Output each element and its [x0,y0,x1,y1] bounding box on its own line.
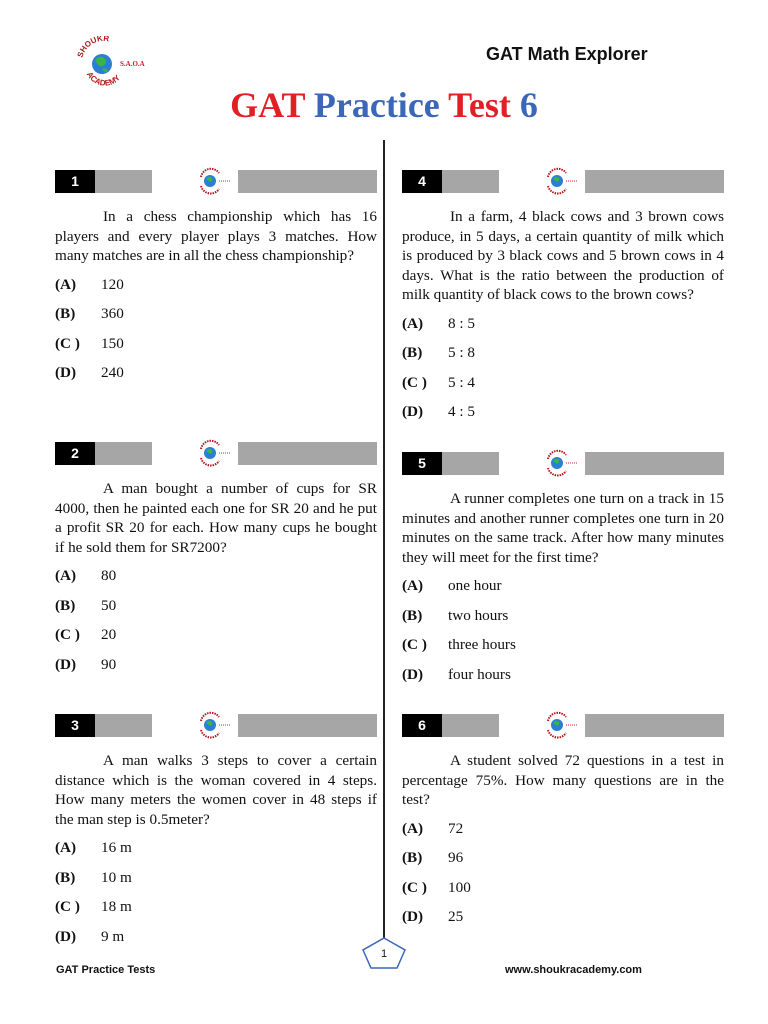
question-text: A runner completes one turn on a track in 15 minutes and another runner completes one turn in 20 minutes on the same track. After how many minutes they will meet for the first time? [402,490,724,566]
title-part-2: Practice [313,85,440,125]
option-value: 18 m [101,898,132,916]
option-letter: (D) [55,655,77,673]
answer-option[interactable] [402,607,724,637]
option-value: 9 m [101,927,125,945]
option-letter: (C ) [402,636,427,654]
answer-option[interactable] [402,344,724,374]
option-value: 100 [448,878,471,896]
question-block [402,714,724,938]
academy-logo-small [195,711,235,739]
options-list [55,839,377,957]
option-letter: (C ) [402,878,427,896]
answer-option[interactable] [55,869,377,899]
answer-option[interactable] [402,636,724,666]
options-list [402,577,724,695]
option-letter: (D) [402,665,424,683]
answer-option[interactable] [55,656,377,686]
option-value: 80 [101,567,117,585]
title-part-4: 6 [519,85,538,125]
question-number: 4 [402,170,442,193]
answer-option[interactable] [55,597,377,627]
academy-logo-small [542,167,582,195]
question-block [55,170,377,394]
answer-option[interactable] [55,928,377,958]
option-letter: (C ) [55,626,80,644]
option-value: two hours [448,606,509,624]
question-header-bar [402,714,724,737]
question-block [402,452,724,695]
option-letter: (A) [402,577,424,595]
answer-option[interactable] [402,849,724,879]
footer-url: www.shoukracademy.com [505,964,642,976]
answer-option[interactable] [402,403,724,433]
academy-logo-small [195,167,235,195]
question-number: 3 [55,714,95,737]
option-letter: (D) [402,908,424,926]
option-letter: (C ) [55,898,80,916]
option-value: 150 [101,334,124,352]
question-block [402,170,724,433]
options-list [55,276,377,394]
question-text: In a chess championship which has 16 players and every player plays 3 matches. How many matches are in all the chess championship? [55,208,377,265]
answer-option[interactable] [55,335,377,365]
answer-option[interactable] [402,374,724,404]
option-value: 10 m [101,868,132,886]
options-list [402,315,724,433]
question-header-bar [402,170,724,193]
option-value: 8 : 5 [448,314,476,332]
option-letter: (C ) [55,334,80,352]
answer-option[interactable] [55,626,377,656]
answer-option[interactable] [55,276,377,306]
option-value: 5 : 4 [448,373,476,391]
option-letter: (C ) [402,373,427,391]
option-letter: (B) [55,305,76,323]
option-value: 120 [101,275,124,293]
option-value: 16 m [101,839,132,857]
answer-option[interactable] [402,820,724,850]
title-part-1: GAT [230,85,305,125]
option-value: 96 [448,849,464,867]
option-value: one hour [448,577,502,595]
question-header-bar [55,442,377,465]
option-letter: (B) [55,596,76,614]
option-letter: (A) [402,819,424,837]
academy-logo-small [542,449,582,477]
header-brand: GAT Math Explorer [486,44,648,64]
svg-text:S.A.O.A: S.A.O.A [120,60,145,68]
page-title [0,84,768,126]
option-value: 20 [101,626,117,644]
question-header-bar [55,170,377,193]
option-letter: (B) [55,868,76,886]
question-text: A man bought a number of cups for SR 4000, then he painted each one for SR 20 and he put a profit SR 20 for each. How many cups he bought if he sold them for SR7200? [55,480,377,556]
answer-option[interactable] [402,315,724,345]
option-letter: (D) [402,403,424,421]
svg-text:ACADEMY: ACADEMY [84,70,122,88]
options-list [402,820,724,938]
answer-option[interactable] [402,908,724,938]
page-number-badge [361,936,407,970]
footer-left: GAT Practice Tests [56,964,156,976]
academy-logo-small [195,439,235,467]
option-letter: (D) [55,927,77,945]
option-letter: (A) [55,839,77,857]
answer-option[interactable] [402,879,724,909]
option-letter: (B) [402,849,423,867]
option-value: 90 [101,655,117,673]
question-header-bar [55,714,377,737]
answer-option[interactable] [55,364,377,394]
column-divider [383,140,385,940]
option-value: 4 : 5 [448,403,476,421]
option-value: 72 [448,819,464,837]
question-header-bar [402,452,724,475]
question-text: A student solved 72 questions in a test in percentage 75%. How many questions are in the test? [402,752,724,809]
option-letter: (A) [402,314,424,332]
answer-option[interactable] [55,305,377,335]
option-value: four hours [448,665,511,683]
title-part-3: Test [448,85,511,125]
option-letter: (A) [55,567,77,585]
question-number: 6 [402,714,442,737]
question-text: In a farm, 4 black cows and 3 brown cows produce, in 5 days, a certain quantity of milk which is produced by 3 black cows and 5 brown cows in 4 days. What is the ratio between the production of milk quantity of black cows to the brown cows? [402,208,724,304]
option-letter: (A) [55,275,77,293]
page-number: 1 [380,948,388,960]
question-text: A man walks 3 steps to cover a certain distance which is the woman covered in 4 steps. How many meters the women cover in 48 steps if the man step is 0.5meter? [55,752,377,828]
option-value: 50 [101,596,117,614]
option-value: three hours [448,636,516,654]
option-letter: (D) [55,364,77,382]
question-number: 2 [55,442,95,465]
svg-text:SHOUKR: SHOUKR [75,36,110,59]
option-letter: (B) [402,344,423,362]
option-letter: (B) [402,606,423,624]
options-list [55,567,377,685]
option-value: 360 [101,305,124,323]
question-block [55,714,377,957]
answer-option[interactable] [55,839,377,869]
answer-option[interactable] [402,577,724,607]
option-value: 25 [448,908,464,926]
answer-option[interactable] [402,666,724,696]
question-block [55,442,377,685]
academy-logo-small [542,711,582,739]
option-value: 240 [101,364,124,382]
question-number: 5 [402,452,442,475]
question-number: 1 [55,170,95,193]
option-value: 5 : 8 [448,344,476,362]
answer-option[interactable] [55,898,377,928]
answer-option[interactable] [55,567,377,597]
